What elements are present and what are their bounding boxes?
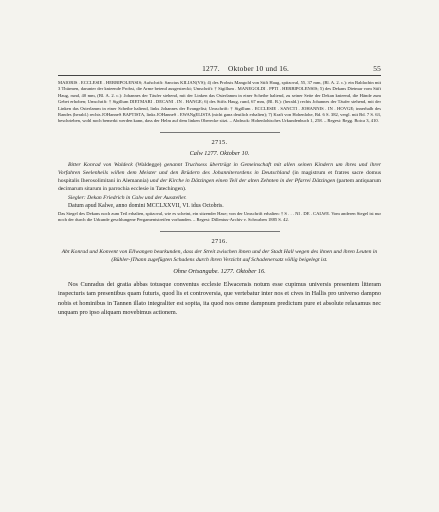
entry-dateline: Ohne Ortsangabe. 1277. Oktober 16.	[173, 267, 266, 275]
section-divider	[160, 132, 280, 133]
entry-seal-note: Das Siegel des Dekans noch zum Teil erhalten, spitzoval, wie es scheint, ein sitzender Hase; von der Umschrift erhalten: † S . . . NI . DE . CALWE. Vom anderen Siegel ist nur noch der durch die Urkunde geschlungene Pergamentstreifen vorhanden. – Regest: Dillenius-Archiv v. Schwaben 1885 S. 42.	[58, 211, 381, 223]
entry-number: 2716.	[211, 237, 228, 245]
running-head-date: Oktober 10 und 16.	[227, 64, 290, 73]
running-head-year: 1277.	[202, 64, 220, 73]
entry-2715	[58, 139, 381, 224]
entry-sigler: Siegler: Dekan Friedrich in Calw und der Aussteller.	[68, 195, 187, 202]
entry-2716	[58, 238, 381, 318]
header-rule	[58, 75, 381, 76]
regest-part: (partem antiquarum decimarum sitarum in parrochia ecclesie in Tatechingen).	[58, 177, 381, 192]
entry-number: 2715.	[211, 138, 228, 146]
regest-part: Bitter Konrad von Waldeck	[68, 161, 133, 168]
running-head-title	[202, 64, 289, 73]
charter-text: Nos Cunradus dei gratia abbas totusque conventus ecclesie Elwacensis notum esse cupimus universis presentem litteram inspecturis tam presentibus quam futuris, quod lis et controversia, que vertebatur inter nos et cives in Hallis pro universo dampno nobis et hominibus in Tannen illato integraliter est sopita, ita quod nos omne dampnum predictum pure et absolute relaxamus nec unquam pro ipso aliquam movebimus actionem.	[58, 280, 381, 317]
running-head	[58, 64, 381, 73]
entry-datum: Datum apud Kalwe, anno domini MCCLXXVII, VI. idus Octobris.	[68, 203, 224, 210]
section-divider	[160, 231, 280, 232]
entry-regest: Abt Konrad und Konvent von Ellwangen beurkunden, dass der Streit zwischen ihnen und der Stadt Hall wegen des ihnen und ihren Leuten in (Bühler-)Thann zugefügten Schadens durch ihren Verzicht auf Schadenersatz völlig beigelegt ist.	[61, 248, 378, 263]
regest-part: genannt Truchsess überträgt in Gemeinschaft mit allen seinen Kindern um ihres und ihrer Vorfahren Seelenheils willen dem Meister und den Brüdern des Johanniterordens in Deutschland	[58, 161, 381, 176]
regest-part: (Waldegge)	[132, 161, 165, 168]
regest-part: (in magistrum et fratres sacre domus hospitalis Iherosolimitani in Alemannia)	[58, 169, 382, 184]
page-number: 55	[373, 64, 381, 73]
regest-part: und der Kirche in Dätzingen einen Teil der alten Zehnten in der Pfarrei Dätzingen	[150, 177, 336, 184]
seal-description-note: MAIORIS . ECCLESIE . HERBIPOLENSIS; Aufschrift: Sanctus KILIAN(VS); 4) des Probsts Mangold von Stift Haug, spitzoval, 55, 37 mm, (Bl. A. 2. c.): ein Baldachin mit 3 Thürmen, darunter der knieende Probst, die Arme betend ausgestreckt; Umschrift: † Sigillum . MANEGOLDI . PPTI . HERBIPOLENSIS; 5) des Dekans Dietmar vom Stift Haug, rund, 40 mm, (Bl. A. 2. c.): Johannes der Täufer stehend, mit der Linken das Osterlamm in einer Scheibe haltend, zu seiner Seite der Dekan knieend, die Hände zum Gebet erhoben; Umschrift: † Sigillum DIETMARI . DECANI . IN . HANGE; 6) des Stifts Haug, rund, 67 mm, (Bl. B.): (herald.) rechts Johannes der Täufer stehend, mit der Linken das Osterlamm in einer Scheibe haltend, links Johannes der Evangelist; Umschrift: † Sigillum . ECCLESIE . SANCTI . JOHANNIS . IN . HOVGE; innerhalb des Randes (herald.) rechts JOHanneS BAPTISTA, links JOHanneS . EWANgELISTA (nicht ganz deutlich erhalten); 7) Kraft von Hohenlohe, Bd. 6 S. 382, vergl. mit Bd. 7 S. 63, beschrieben, wohl noch bemerkt werden kann, dass der Helm auf dem linken Oberecke sitzt. – Abdruck: Hohenlohisches Urkundenbuch 1, 258. – Regest: Regg. Boica 3, 410.	[58, 80, 381, 124]
entry-regest	[58, 162, 381, 194]
entry-dateline: Calw 1277. Oktober 10.	[189, 149, 250, 157]
